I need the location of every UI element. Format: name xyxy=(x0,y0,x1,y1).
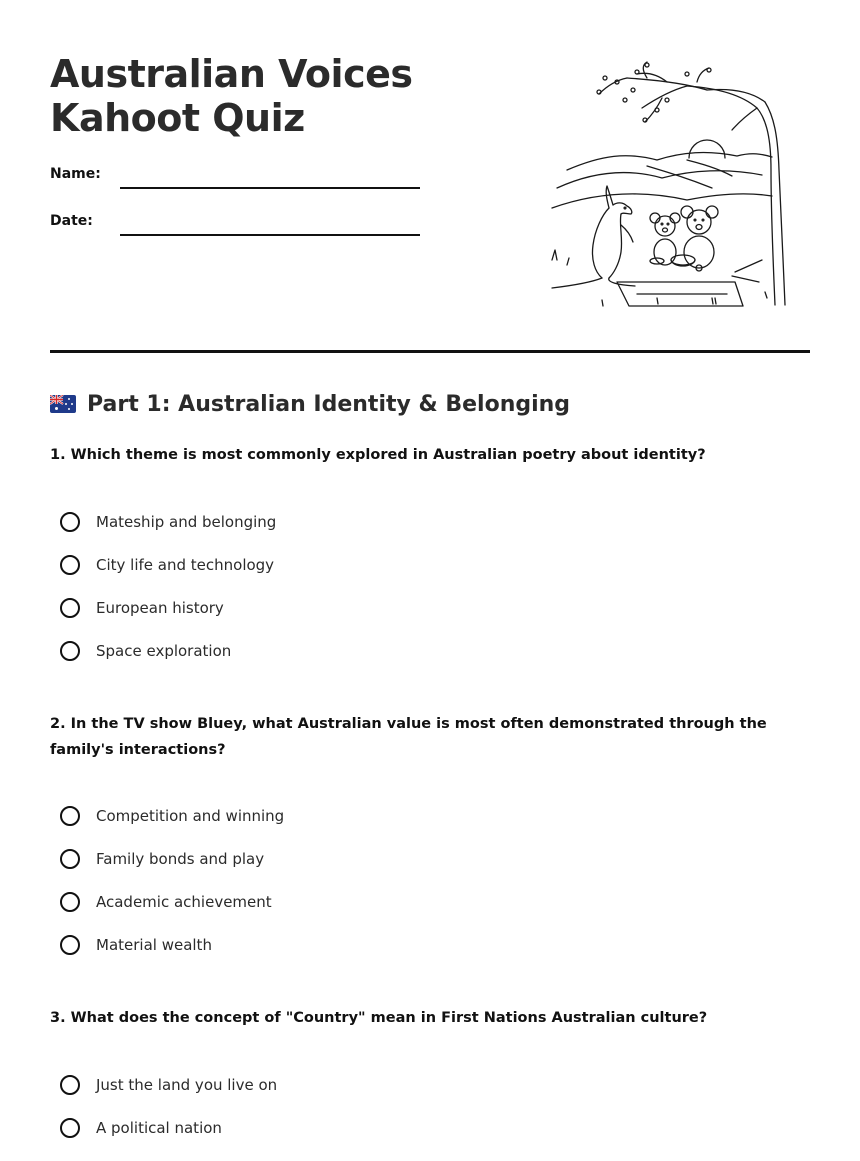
quiz-header xyxy=(50,0,810,350)
q1-option-4[interactable] xyxy=(60,638,231,664)
date-write-line[interactable] xyxy=(120,234,420,236)
q1-option-1[interactable] xyxy=(60,509,276,535)
radio-circle[interactable] xyxy=(60,641,80,661)
quiz-page xyxy=(50,0,810,1137)
option-label: City life and technology xyxy=(96,556,275,574)
option-label: A political nation xyxy=(96,1119,222,1137)
radio-circle[interactable] xyxy=(60,806,80,826)
option-label: European history xyxy=(96,599,224,617)
name-write-line[interactable] xyxy=(120,187,420,189)
q1-option-2[interactable] xyxy=(60,552,274,578)
section-heading xyxy=(50,388,570,420)
option-label: Family bonds and play xyxy=(96,850,265,868)
option-label: Mateship and belonging xyxy=(96,513,277,531)
australian-flag-icon xyxy=(50,395,76,413)
q3-option-1[interactable] xyxy=(60,1072,277,1098)
header-divider xyxy=(50,350,810,353)
date-field[interactable] xyxy=(50,209,420,239)
title-line-1: Australian Voices xyxy=(50,52,413,96)
q2-option-3[interactable] xyxy=(60,889,272,915)
page-title xyxy=(50,52,510,140)
date-label: Date: xyxy=(50,213,93,229)
q2-option-1[interactable] xyxy=(60,803,284,829)
option-label: Academic achievement xyxy=(96,893,272,911)
section-title: Part 1: Australian Identity & Belonging xyxy=(87,391,571,417)
radio-circle[interactable] xyxy=(60,1118,80,1138)
radio-circle[interactable] xyxy=(60,598,80,618)
kangaroo-koalas-picnic-illustration xyxy=(547,60,792,315)
radio-circle[interactable] xyxy=(60,555,80,575)
question-2 xyxy=(50,711,790,763)
question-3 xyxy=(50,1005,790,1031)
radio-circle[interactable] xyxy=(60,935,80,955)
question-1-text: 1. Which theme is most commonly explored in Australian poetry about identity? xyxy=(50,447,706,463)
radio-circle[interactable] xyxy=(60,892,80,912)
radio-circle[interactable] xyxy=(60,512,80,532)
question-2-text: 2. In the TV show Bluey, what Australian value is most often demonstrated through the family's interactions? xyxy=(50,716,767,758)
question-1 xyxy=(50,442,790,468)
q1-option-3[interactable] xyxy=(60,595,224,621)
radio-circle[interactable] xyxy=(60,1075,80,1095)
name-label: Name: xyxy=(50,166,101,182)
option-label: Just the land you live on xyxy=(96,1076,278,1094)
option-label: Space exploration xyxy=(96,642,232,660)
option-label: Competition and winning xyxy=(96,807,285,825)
title-line-2: Kahoot Quiz xyxy=(50,96,305,140)
q2-option-4[interactable] xyxy=(60,932,212,958)
q2-option-2[interactable] xyxy=(60,846,264,872)
question-3-text: 3. What does the concept of "Country" mean in First Nations Australian culture? xyxy=(50,1010,708,1026)
radio-circle[interactable] xyxy=(60,849,80,869)
q3-option-2[interactable] xyxy=(60,1115,222,1141)
option-label: Material wealth xyxy=(96,936,212,954)
name-field[interactable] xyxy=(50,162,420,192)
